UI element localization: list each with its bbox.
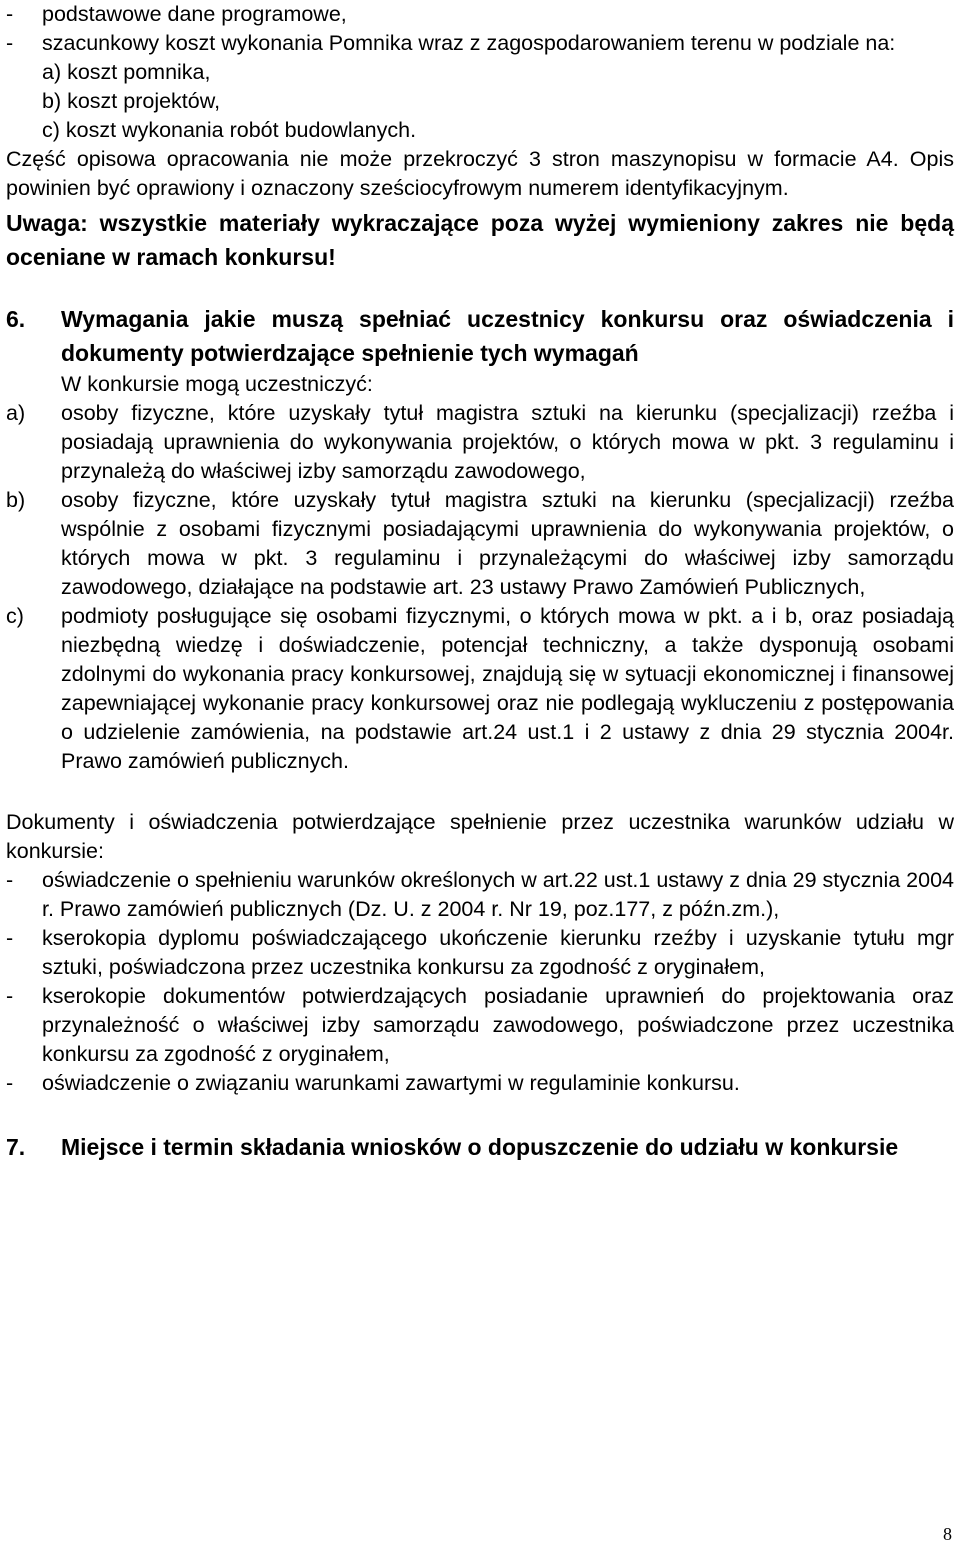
document-item-text: oświadczenie o związaniu warunkami zawartymi w regulaminie konkursu. — [42, 1071, 740, 1095]
list-dash: - — [6, 2, 14, 26]
intro-list-item — [6, 0, 954, 29]
document-item-text: oświadczenie o spełnieniu warunków określonych w art.22 ust.1 ustawy z dnia 29 stycznia 2004 r. Prawo zamówień publicznych (Dz. U. z 2004 r. Nr 19, poz.177, z późn.zm.), — [42, 868, 954, 921]
document-list-item — [6, 924, 954, 982]
item-label: a) — [6, 401, 26, 425]
cost-item: b) koszt projektów, — [42, 89, 221, 113]
section-7-heading — [6, 1130, 954, 1164]
document-item-text: kserokopie dokumentów potwierdzających posiadanie uprawnień do projektowania oraz przynależność o właściwej izby samorządu zawodowego, poświadczone przez uczestnika konkursu za zgodność z oryginałem, — [42, 984, 954, 1066]
cost-list — [6, 58, 954, 145]
document-list-item — [6, 1069, 954, 1098]
list-dash: - — [6, 31, 14, 55]
description-paragraph: Część opisowa opracowania nie może przekroczyć 3 stron maszynopisu w formacie A4. Opis powinien być oprawiony i oznaczony sześciocyfrowym numerem identyfikacyjnym. — [6, 147, 954, 200]
intro-item-text: szacunkowy koszt wykonania Pomnika wraz z zagospodarowaniem terenu w podziale na: — [42, 31, 896, 55]
item-label: b) — [6, 488, 26, 512]
cost-item: c) koszt wykonania robót budowlanych. — [42, 118, 417, 142]
eligibility-item — [6, 602, 954, 776]
list-dash: - — [6, 926, 14, 950]
section-6-intro: W konkursie mogą uczestniczyć: — [61, 372, 373, 396]
eligibility-item — [6, 486, 954, 602]
intro-item-text: podstawowe dane programowe, — [42, 2, 347, 26]
cost-item: a) koszt pomnika, — [42, 60, 211, 84]
item-text: osoby fizyczne, które uzyskały tytuł magistra sztuki na kierunku (specjalizacji) rzeźba wspólnie z osobami fizycznymi posiadającymi uprawnienia do wykonywania projektów, o których mowa w pkt. 3 regulaminu i przynależącymi do właściwej izby samorządu zawodowego, działające na podstawie art. 23 ustawy Prawo Zamówień Publicznych, — [61, 488, 954, 599]
section-number: 7. — [6, 1134, 26, 1160]
section-title: Wymagania jakie muszą spełniać uczestnicy konkursu oraz oświadczenia i dokumenty potwierdzające spełnienie tych wymagań — [61, 306, 954, 366]
item-text: osoby fizyczne, które uzyskały tytuł magistra sztuki na kierunku (specjalizacji) rzeźba i posiadają uprawnienia do wykonywania projektów, o których mowa w pkt. 3 regulaminu i przynależą do właściwej izby samorządu zawodowego, — [61, 401, 954, 483]
list-dash: - — [6, 984, 14, 1008]
document-page — [6, 0, 954, 1164]
document-list-item — [6, 982, 954, 1069]
section-number: 6. — [6, 306, 26, 332]
eligibility-item — [6, 399, 954, 486]
list-dash: - — [6, 1071, 14, 1095]
warning-paragraph: Uwaga: wszystkie materiały wykraczające poza wyżej wymieniony zakres nie będą oceniane w ramach konkursu! — [6, 210, 954, 270]
section-6-heading — [6, 302, 954, 370]
document-list-item — [6, 866, 954, 924]
intro-list-item — [6, 29, 954, 58]
list-dash: - — [6, 868, 14, 892]
section-title: Miejsce i termin składania wniosków o dopuszczenie do udziału w konkursie — [61, 1134, 899, 1160]
document-item-text: kserokopia dyplomu poświadczającego ukończenie kierunku rzeźby i uzyskanie tytułu mgr sztuki, poświadczona przez uczestnika konkursu za zgodność z oryginałem, — [42, 926, 954, 979]
documents-intro: Dokumenty i oświadczenia potwierdzające spełnienie przez uczestnika warunków udziału w konkursie: — [6, 810, 954, 863]
page-number: 8 — [943, 1524, 952, 1544]
item-text: podmioty posługujące się osobami fizycznymi, o których mowa w pkt. a i b, oraz posiadają niezbędną wiedzę i doświadczenie, potencjał techniczny, a także dysponują osobami zdolnymi do wykonania pracy konkursowej, znajdują się w sytuacji ekonomicznej i finansowej zapewniającej wykonanie pracy konkursowej oraz nie podlegają wykluczeniu z postępowania o udzielenie zamówienia, na podstawie art.24 ust.1 i 2 ustawy z dnia 29 stycznia 2004r. Prawo zamówień publicznych. — [61, 604, 954, 773]
item-label: c) — [6, 604, 24, 628]
